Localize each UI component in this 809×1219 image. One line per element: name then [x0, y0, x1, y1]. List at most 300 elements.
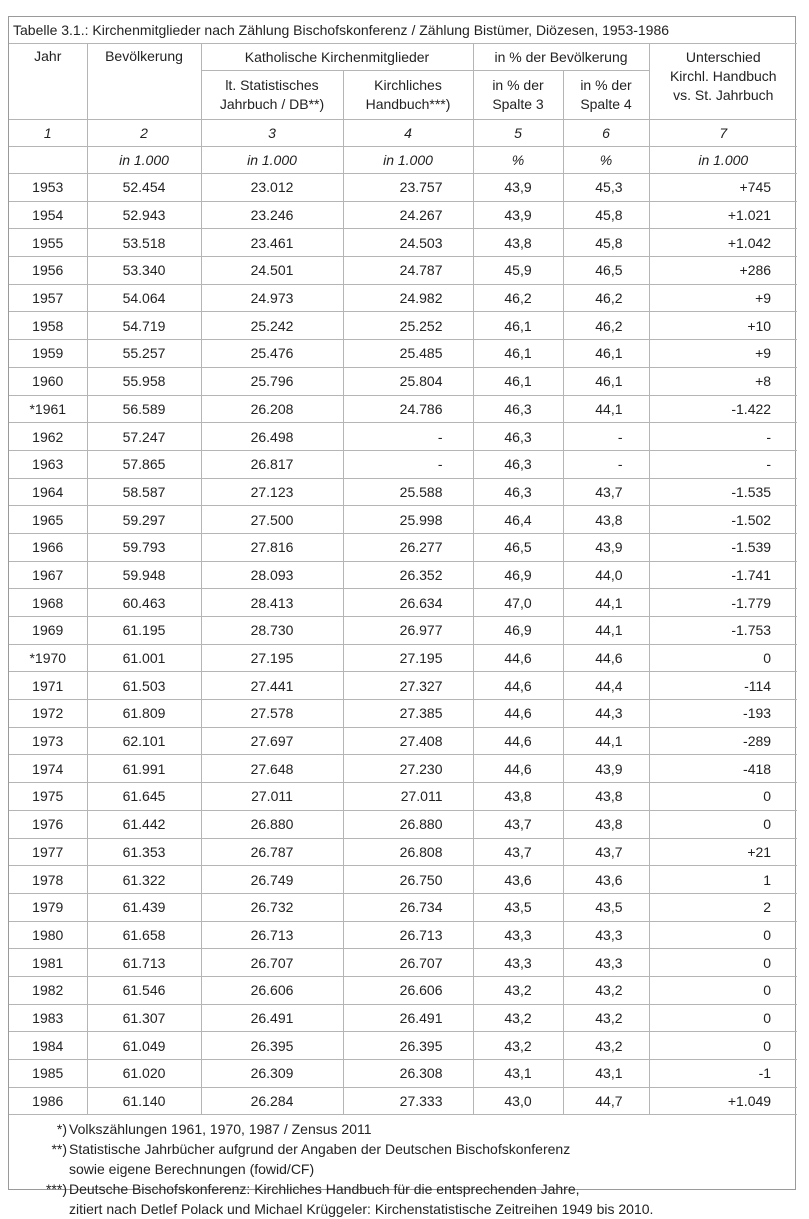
- table-cell: 0: [649, 644, 797, 672]
- table-cell: 43,6: [473, 866, 563, 894]
- unit-cell: %: [473, 147, 563, 174]
- table-cell: 27.011: [343, 783, 473, 811]
- footnote-text: Statistische Jahrbücher aufgrund der Angaben der Deutschen Bischofskonferenz: [69, 1141, 571, 1158]
- table-cell: 43,1: [473, 1060, 563, 1088]
- footnote: [9, 1119, 795, 1139]
- table-cell: -193: [649, 700, 797, 728]
- table-cell: 43,9: [563, 755, 649, 783]
- table-cell: 26.750: [343, 866, 473, 894]
- table-cell: 26.606: [201, 976, 343, 1004]
- table-row: [9, 755, 797, 783]
- table-cell: 61.645: [87, 783, 201, 811]
- table-cell: 60.463: [87, 589, 201, 617]
- table-cell: -1.539: [649, 533, 797, 561]
- data-table: [9, 17, 797, 1115]
- table-cell: 61.049: [87, 1032, 201, 1060]
- table-cell: -1.753: [649, 617, 797, 645]
- header-kirch-line2: Handbuch***): [365, 96, 451, 112]
- table-cell: 62.101: [87, 727, 201, 755]
- table-cell: 43,8: [473, 783, 563, 811]
- table-cell: -1.535: [649, 478, 797, 506]
- table-cell: 43,2: [473, 976, 563, 1004]
- table-cell: 27.441: [201, 672, 343, 700]
- table-cell: 26.749: [201, 866, 343, 894]
- table-cell: 61.658: [87, 921, 201, 949]
- table-cell: 45,9: [473, 257, 563, 285]
- table-row: [9, 866, 797, 894]
- table-cell: 43,1: [563, 1060, 649, 1088]
- table-cell: 26.395: [343, 1032, 473, 1060]
- header-stat-line1: lt. Statistisches: [225, 77, 319, 93]
- table-cell: 1976: [9, 810, 87, 838]
- table-cell: 61.353: [87, 838, 201, 866]
- table-row: [9, 589, 797, 617]
- table-cell: 26.734: [343, 893, 473, 921]
- table-cell: 27.697: [201, 727, 343, 755]
- table-cell: -: [563, 423, 649, 451]
- table-cell: 24.267: [343, 201, 473, 229]
- table-cell: 1967: [9, 561, 87, 589]
- header-kirch-line1: Kirchliches: [374, 77, 442, 93]
- table-cell: 46,3: [473, 423, 563, 451]
- table-cell: 43,7: [563, 478, 649, 506]
- table-cell: 25.588: [343, 478, 473, 506]
- table-cell: 28.413: [201, 589, 343, 617]
- table-row: [9, 423, 797, 451]
- table-cell: 26.787: [201, 838, 343, 866]
- table-cell: 27.408: [343, 727, 473, 755]
- table-cell: 26.808: [343, 838, 473, 866]
- table-cell: +286: [649, 257, 797, 285]
- table-cell: 0: [649, 921, 797, 949]
- table-cell: 1971: [9, 672, 87, 700]
- table-row: [9, 201, 797, 229]
- table-cell: 61.991: [87, 755, 201, 783]
- table-cell: 1981: [9, 949, 87, 977]
- table-row: [9, 617, 797, 645]
- footnote-mark: **): [51, 1141, 67, 1158]
- table-cell: 27.230: [343, 755, 473, 783]
- table-cell: 0: [649, 783, 797, 811]
- table-caption-row: [9, 17, 797, 44]
- table-cell: 25.804: [343, 367, 473, 395]
- table-cell: 26.977: [343, 617, 473, 645]
- table-row: [9, 1087, 797, 1115]
- unit-cell: in 1.000: [343, 147, 473, 174]
- table-row: [9, 1004, 797, 1032]
- table-cell: 57.865: [87, 450, 201, 478]
- table-cell: 44,1: [563, 589, 649, 617]
- header-stat-line2: Jahrbuch / DB**): [219, 96, 325, 112]
- table-cell: 59.297: [87, 506, 201, 534]
- table-row: [9, 838, 797, 866]
- table-cell: 1984: [9, 1032, 87, 1060]
- footnote-continuation: zitiert nach Detlef Polack und Michael Krüggeler: Kirchenstatistische Zeitreihen 1949 bis 2010.: [69, 1201, 654, 1218]
- table-cell: -: [649, 423, 797, 451]
- table-cell: 45,8: [563, 229, 649, 257]
- header-p4-line1: in % der: [580, 77, 632, 93]
- table-row: [9, 478, 797, 506]
- table-cell: 26.707: [343, 949, 473, 977]
- footnote-mark: *): [56, 1121, 67, 1138]
- table-cell: 24.501: [201, 257, 343, 285]
- unit-cell: [9, 147, 87, 174]
- table-row: [9, 700, 797, 728]
- table-cell: 26.713: [343, 921, 473, 949]
- table-cell: 1957: [9, 284, 87, 312]
- table-cell: -289: [649, 727, 797, 755]
- table-cell: 57.247: [87, 423, 201, 451]
- table-cell: 26.352: [343, 561, 473, 589]
- table-row: [9, 174, 797, 202]
- table-cell: 46,2: [563, 284, 649, 312]
- table-body: [9, 174, 797, 1115]
- table-cell: 43,7: [563, 838, 649, 866]
- table-cell: -: [649, 450, 797, 478]
- header-unterschied-line2: Kirchl. Handbuch: [669, 68, 777, 84]
- table-cell: 1982: [9, 976, 87, 1004]
- column-number: 6: [563, 120, 649, 147]
- table-cell: 27.327: [343, 672, 473, 700]
- table-cell: 43,7: [473, 838, 563, 866]
- table-cell: 27.195: [343, 644, 473, 672]
- unit-cell: in 1.000: [87, 147, 201, 174]
- table-cell: 26.208: [201, 395, 343, 423]
- table-cell: 43,3: [473, 921, 563, 949]
- column-number: 1: [9, 120, 87, 147]
- table-cell: *1961: [9, 395, 87, 423]
- table-cell: 1953: [9, 174, 87, 202]
- table-cell: 1969: [9, 617, 87, 645]
- table-cell: 1977: [9, 838, 87, 866]
- table-cell: 1955: [9, 229, 87, 257]
- table-cell: 46,3: [473, 395, 563, 423]
- table-cell: 44,6: [473, 700, 563, 728]
- unit-cell: in 1.000: [649, 147, 797, 174]
- table-cell: 25.485: [343, 340, 473, 368]
- table-cell: 1954: [9, 201, 87, 229]
- table-cell: 27.648: [201, 755, 343, 783]
- table-cell: 1965: [9, 506, 87, 534]
- table-cell: -1.422: [649, 395, 797, 423]
- table-row: [9, 229, 797, 257]
- unit-cell: %: [563, 147, 649, 174]
- table-cell: 61.001: [87, 644, 201, 672]
- table-cell: 43,9: [563, 533, 649, 561]
- table-cell: 44,3: [563, 700, 649, 728]
- table-cell: 59.793: [87, 533, 201, 561]
- table-cell: 1956: [9, 257, 87, 285]
- header-bevoelkerung: Bevölkerung: [87, 44, 201, 120]
- table-cell: 1972: [9, 700, 87, 728]
- table-cell: 26.634: [343, 589, 473, 617]
- table-cell: 46,1: [563, 340, 649, 368]
- table-cell: *1970: [9, 644, 87, 672]
- table-cell: 1980: [9, 921, 87, 949]
- table-cell: +1.042: [649, 229, 797, 257]
- table-cell: 44,1: [563, 727, 649, 755]
- table-cell: 43,3: [473, 949, 563, 977]
- table-row: [9, 783, 797, 811]
- table-cell: 43,2: [563, 1032, 649, 1060]
- table-cell: 46,9: [473, 617, 563, 645]
- table-row: [9, 450, 797, 478]
- table-cell: 44,0: [563, 561, 649, 589]
- table-cell: +21: [649, 838, 797, 866]
- header-katholisch: Katholische Kirchenmitglieder: [201, 44, 473, 71]
- table-cell: -1.741: [649, 561, 797, 589]
- table-cell: 54.719: [87, 312, 201, 340]
- table-cell: 44,6: [473, 727, 563, 755]
- column-number-row: [9, 120, 797, 147]
- table-cell: 43,2: [473, 1004, 563, 1032]
- footnote: [9, 1179, 795, 1199]
- table-cell: 61.020: [87, 1060, 201, 1088]
- table-cell: 26.277: [343, 533, 473, 561]
- table-cell: -418: [649, 755, 797, 783]
- table-row: [9, 533, 797, 561]
- table-row: [9, 672, 797, 700]
- table-cell: 26.817: [201, 450, 343, 478]
- table-cell: 43,0: [473, 1087, 563, 1115]
- table-cell: 0: [649, 1032, 797, 1060]
- table-cell: 43,7: [473, 810, 563, 838]
- table-caption: Tabelle 3.1.: Kirchenmitglieder nach Zählung Bischofskonferenz / Zählung Bistümer, Diözesen, 1953-1986: [9, 17, 797, 44]
- table-cell: 52.454: [87, 174, 201, 202]
- table-cell: 2: [649, 893, 797, 921]
- table-cell: 46,1: [473, 367, 563, 395]
- table-cell: 46,9: [473, 561, 563, 589]
- table-cell: 1974: [9, 755, 87, 783]
- table-cell: 24.503: [343, 229, 473, 257]
- table-cell: -: [563, 450, 649, 478]
- table-cell: 44,6: [563, 644, 649, 672]
- table-cell: 23.012: [201, 174, 343, 202]
- table-row: [9, 561, 797, 589]
- table-cell: 26.713: [201, 921, 343, 949]
- table-cell: -1.779: [649, 589, 797, 617]
- table-cell: +9: [649, 284, 797, 312]
- table-cell: 25.796: [201, 367, 343, 395]
- table-row: [9, 395, 797, 423]
- table-cell: 0: [649, 810, 797, 838]
- table-cell: 45,8: [563, 201, 649, 229]
- table-cell: -: [343, 450, 473, 478]
- table-row: [9, 1032, 797, 1060]
- table-cell: 43,8: [563, 783, 649, 811]
- table-cell: 23.461: [201, 229, 343, 257]
- table-row: [9, 312, 797, 340]
- table-cell: 24.787: [343, 257, 473, 285]
- table-cell: 61.439: [87, 893, 201, 921]
- table-cell: 26.284: [201, 1087, 343, 1115]
- table-cell: 43,2: [563, 976, 649, 1004]
- footnote-text: Deutsche Bischofskonferenz: Kirchliches Handbuch für die entsprechenden Jahre,: [69, 1181, 580, 1198]
- table-cell: 58.587: [87, 478, 201, 506]
- table-cell: 1973: [9, 727, 87, 755]
- table-cell: 27.195: [201, 644, 343, 672]
- footnotes: [9, 1115, 795, 1219]
- table-cell: 43,3: [563, 921, 649, 949]
- table-cell: 52.943: [87, 201, 201, 229]
- table-cell: 46,2: [473, 284, 563, 312]
- table-cell: 1: [649, 866, 797, 894]
- header-p3-line2: Spalte 3: [492, 96, 544, 112]
- table-cell: 44,4: [563, 672, 649, 700]
- table-cell: +1.049: [649, 1087, 797, 1115]
- table-cell: 44,6: [473, 755, 563, 783]
- table-cell: 1963: [9, 450, 87, 478]
- header-p4-line2: Spalte 4: [580, 96, 632, 112]
- table-cell: 46,1: [473, 312, 563, 340]
- table-cell: 47,0: [473, 589, 563, 617]
- table-cell: 1959: [9, 340, 87, 368]
- document-page: [8, 16, 796, 1218]
- table-cell: 61.546: [87, 976, 201, 1004]
- table-row: [9, 340, 797, 368]
- table-cell: 46,5: [473, 533, 563, 561]
- table-cell: 1985: [9, 1060, 87, 1088]
- table-cell: 24.786: [343, 395, 473, 423]
- table-cell: 26.395: [201, 1032, 343, 1060]
- table-cell: 45,3: [563, 174, 649, 202]
- table-cell: 23.757: [343, 174, 473, 202]
- table-row: [9, 949, 797, 977]
- table-cell: 25.252: [343, 312, 473, 340]
- footnote-mark: ***): [45, 1181, 67, 1198]
- table-cell: 26.606: [343, 976, 473, 1004]
- footnote-continuation: sowie eigene Berechnungen (fowid/CF): [69, 1161, 315, 1178]
- table-row: [9, 727, 797, 755]
- header-pct-spalte3: [473, 71, 563, 120]
- table-cell: 26.308: [343, 1060, 473, 1088]
- table-cell: 44,6: [473, 672, 563, 700]
- table-row: [9, 257, 797, 285]
- header-prozent: in % der Bevölkerung: [473, 44, 649, 71]
- header-stat-jahrbuch: [201, 71, 343, 120]
- table-cell: 23.246: [201, 201, 343, 229]
- table-cell: 0: [649, 949, 797, 977]
- table-cell: 59.948: [87, 561, 201, 589]
- table-cell: 25.476: [201, 340, 343, 368]
- table-cell: 1960: [9, 367, 87, 395]
- table-cell: 26.309: [201, 1060, 343, 1088]
- table-cell: 61.713: [87, 949, 201, 977]
- table-cell: 28.093: [201, 561, 343, 589]
- table-cell: 54.064: [87, 284, 201, 312]
- table-cell: 25.998: [343, 506, 473, 534]
- table-row: [9, 506, 797, 534]
- table-cell: 61.503: [87, 672, 201, 700]
- table-cell: +9: [649, 340, 797, 368]
- table-cell: 43,6: [563, 866, 649, 894]
- table-cell: 61.195: [87, 617, 201, 645]
- table-cell: 26.880: [343, 810, 473, 838]
- table-cell: 55.958: [87, 367, 201, 395]
- table-row: [9, 367, 797, 395]
- table-row: [9, 644, 797, 672]
- table-cell: 43,2: [473, 1032, 563, 1060]
- table-cell: 27.333: [343, 1087, 473, 1115]
- table-cell: 27.500: [201, 506, 343, 534]
- table-cell: 43,3: [563, 949, 649, 977]
- table-cell: +10: [649, 312, 797, 340]
- table-cell: 27.123: [201, 478, 343, 506]
- table-cell: 46,3: [473, 478, 563, 506]
- table-cell: 1986: [9, 1087, 87, 1115]
- unit-cell: in 1.000: [201, 147, 343, 174]
- table-cell: 44,1: [563, 617, 649, 645]
- table-cell: 1958: [9, 312, 87, 340]
- table-cell: 44,7: [563, 1087, 649, 1115]
- table-cell: 26.491: [343, 1004, 473, 1032]
- table-row: [9, 284, 797, 312]
- table-cell: 43,8: [563, 810, 649, 838]
- table-cell: 26.491: [201, 1004, 343, 1032]
- table-cell: 26.880: [201, 810, 343, 838]
- column-number: 7: [649, 120, 797, 147]
- unit-row: [9, 147, 797, 174]
- table-cell: 43,9: [473, 201, 563, 229]
- table-cell: 1983: [9, 1004, 87, 1032]
- table-cell: 61.809: [87, 700, 201, 728]
- table-cell: 26.732: [201, 893, 343, 921]
- header-p3-line1: in % der: [492, 77, 544, 93]
- table-cell: 43,8: [563, 506, 649, 534]
- table-cell: 46,2: [563, 312, 649, 340]
- table-cell: 43,9: [473, 174, 563, 202]
- header-pct-spalte4: [563, 71, 649, 120]
- table-cell: 27.816: [201, 533, 343, 561]
- table-row: [9, 810, 797, 838]
- column-number: 5: [473, 120, 563, 147]
- table-cell: 1978: [9, 866, 87, 894]
- table-cell: 27.011: [201, 783, 343, 811]
- footnote: [9, 1139, 795, 1159]
- table-cell: 43,5: [473, 893, 563, 921]
- table-cell: 26.498: [201, 423, 343, 451]
- header-row-1: [9, 44, 797, 71]
- table-cell: 56.589: [87, 395, 201, 423]
- table-cell: 61.307: [87, 1004, 201, 1032]
- table-cell: 25.242: [201, 312, 343, 340]
- table-cell: -1: [649, 1060, 797, 1088]
- table-cell: 28.730: [201, 617, 343, 645]
- table-cell: -1.502: [649, 506, 797, 534]
- header-kirch-handbuch: [343, 71, 473, 120]
- table-cell: 26.707: [201, 949, 343, 977]
- table-cell: 53.340: [87, 257, 201, 285]
- table-cell: +745: [649, 174, 797, 202]
- table-cell: 1962: [9, 423, 87, 451]
- column-number: 4: [343, 120, 473, 147]
- header-unterschied-line3: vs. St. Jahrbuch: [673, 87, 774, 103]
- table-cell: -: [343, 423, 473, 451]
- table-row: [9, 976, 797, 1004]
- table-cell: 1964: [9, 478, 87, 506]
- table-cell: -114: [649, 672, 797, 700]
- table-cell: 53.518: [87, 229, 201, 257]
- table-cell: 43,5: [563, 893, 649, 921]
- table-cell: 46,3: [473, 450, 563, 478]
- header-jahr: Jahr: [9, 44, 87, 120]
- table-cell: 1968: [9, 589, 87, 617]
- table-row: [9, 893, 797, 921]
- table-cell: 46,1: [563, 367, 649, 395]
- table-cell: 1979: [9, 893, 87, 921]
- table-cell: 61.322: [87, 866, 201, 894]
- table-cell: 44,1: [563, 395, 649, 423]
